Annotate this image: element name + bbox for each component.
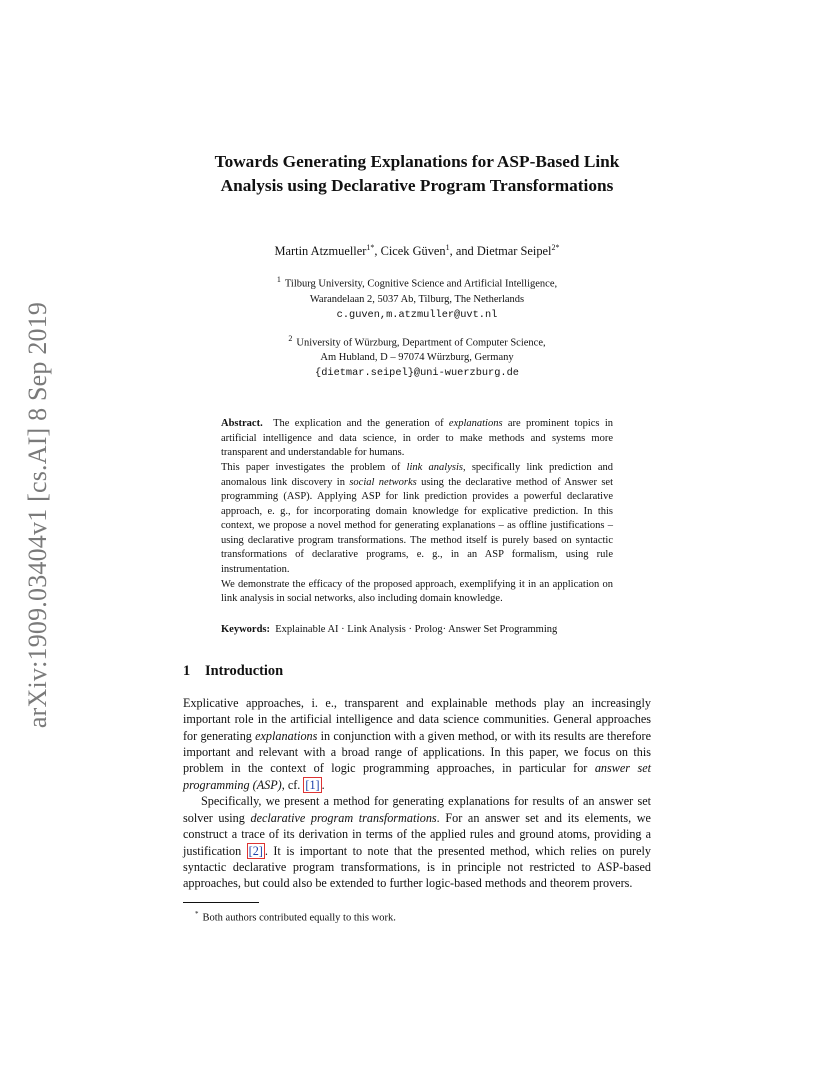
affiliation-1 xyxy=(183,272,651,323)
abstract-emphasis: social networks xyxy=(349,476,417,488)
author-affiliation-mark: 2* xyxy=(551,243,560,252)
section-number: 1 xyxy=(183,662,191,679)
affiliation-line: Tilburg University, Cognitive Science and Artificial Intelligence, xyxy=(284,278,558,290)
keywords-text: Explainable AI · Link Analysis · Prolog· Answer Set Programming xyxy=(275,623,558,635)
author-name: Cicek Güven xyxy=(380,244,446,259)
affiliation-line: Warandelaan 2, 5037 Ab, Tilburg, The Netherlands xyxy=(309,293,525,305)
body-text: . For an answer set and its elements, we construct a trace of its derivation in terms of the applied rules and ground atoms, providing a justification xyxy=(183,810,651,858)
keywords-label: Keywords: xyxy=(221,623,270,635)
abstract-text: are prominent topics in artificial intelligence and data science, in order to make methods and systems more transparent and understandable for humans. xyxy=(221,418,613,459)
affiliation-2 xyxy=(183,331,651,382)
affiliation-line: University of Würzburg, Department of Computer Science, xyxy=(296,337,546,349)
affiliation-email[interactable]: c.guven,m.atzmuller@uvt.nl xyxy=(336,308,498,321)
body-text: , cf. xyxy=(281,777,304,792)
author-name: Martin Atzmueller xyxy=(274,244,367,259)
section-heading xyxy=(183,661,651,681)
title-line-1: Towards Generating Explanations for ASP-Based Link xyxy=(214,152,620,171)
citation-link[interactable]: [1] xyxy=(305,777,320,792)
abstract-label: Abstract. xyxy=(221,418,263,430)
affiliation-mark: 2 xyxy=(288,333,293,343)
footnote xyxy=(195,907,651,926)
footnote-text: Both authors contributed equally to this work. xyxy=(202,912,396,924)
author-list: Martin Atzmueller$^{1*}$, Cicek Güven$^1$, and Dietmar Seipel$^{2*}$ xyxy=(274,243,560,259)
author-affiliation-mark: 1* xyxy=(366,243,375,252)
section-body xyxy=(183,695,651,892)
body-text: . xyxy=(321,777,325,792)
abstract-emphasis: explanations xyxy=(448,418,503,430)
body-emphasis: explanations xyxy=(255,728,318,743)
affiliation-line: Am Hubland, D – 97074 Würzburg, Germany xyxy=(320,352,514,364)
author-affiliation-mark: 1 xyxy=(445,243,450,252)
abstract-text: The explication and the generation of xyxy=(273,418,449,430)
title-line-2: Analysis using Declarative Program Transformations xyxy=(220,176,614,195)
paper-page xyxy=(183,150,651,925)
abstract-paragraph xyxy=(221,417,613,461)
footnote-divider xyxy=(183,902,259,903)
abstract-text: , specifically link prediction and anomalous link discovery in xyxy=(221,461,613,488)
affiliation-email[interactable]: {dietmar.seipel}@uni-wuerzburg.de xyxy=(315,367,519,380)
body-text: Explicative approaches, i. e., transparent and explainable methods play an increasingly important role in the artificial intelligence and data science communities. General approaches for generating xyxy=(183,695,651,743)
citation-link[interactable]: [2] xyxy=(248,843,263,858)
arxiv-identifier-stamp xyxy=(14,300,62,730)
abstract-paragraph xyxy=(221,461,613,578)
abstract-text: This paper investigates the problem of xyxy=(221,461,407,473)
body-text: . It is important to note that the presented method, which relies on purely syntactic declarative program transformations, is in principle not restricted to ASP-based approaches, but could also be extended to further logic-based methods and theorem provers. xyxy=(183,843,651,891)
section-title: Introduction xyxy=(205,662,284,679)
body-paragraph xyxy=(183,793,651,891)
affiliation-mark: 1 xyxy=(276,275,281,285)
paper-title xyxy=(183,150,651,198)
abstract xyxy=(221,417,613,607)
abstract-paragraph: We demonstrate the efficacy of the proposed approach, exemplifying it in an application on link analysis in social networks, also including domain knowledge. xyxy=(221,578,613,605)
body-emphasis: answer set programming (ASP) xyxy=(183,761,652,792)
body-emphasis: declarative program transformations xyxy=(250,810,437,825)
body-text: Specifically, we present a method for generating explanations for results of an answer set solver using xyxy=(183,794,651,825)
abstract-emphasis: link analysis xyxy=(406,461,463,473)
body-text: in conjunction with a given method, or with its results are therefore important and relevant with a broad range of applications. In this paper, we focus on this problem in the context of logic programming approaches, in particular for xyxy=(183,728,651,776)
abstract-text: using the declarative method of Answer set programming (ASP). Applying ASP for link prediction provides a powerful declarative approach, e. g., for incorporating domain knowledge for explicative prediction. In this context, we propose a novel method for generating explanations – as offline justifications – using declarative program transformations. The method itself is purely based on syntactic transformations of declarative programs, e. g., in an ASP formalism, using rule instrumentation. xyxy=(221,476,613,576)
footnote-mark: * xyxy=(195,909,199,918)
arxiv-stamp-text: arXiv:1909.03404v1 [cs.AI] 8 Sep 2019 xyxy=(23,301,53,729)
body-paragraph xyxy=(183,695,651,793)
keywords xyxy=(221,623,613,637)
author-name: Dietmar Seipel xyxy=(476,244,552,259)
